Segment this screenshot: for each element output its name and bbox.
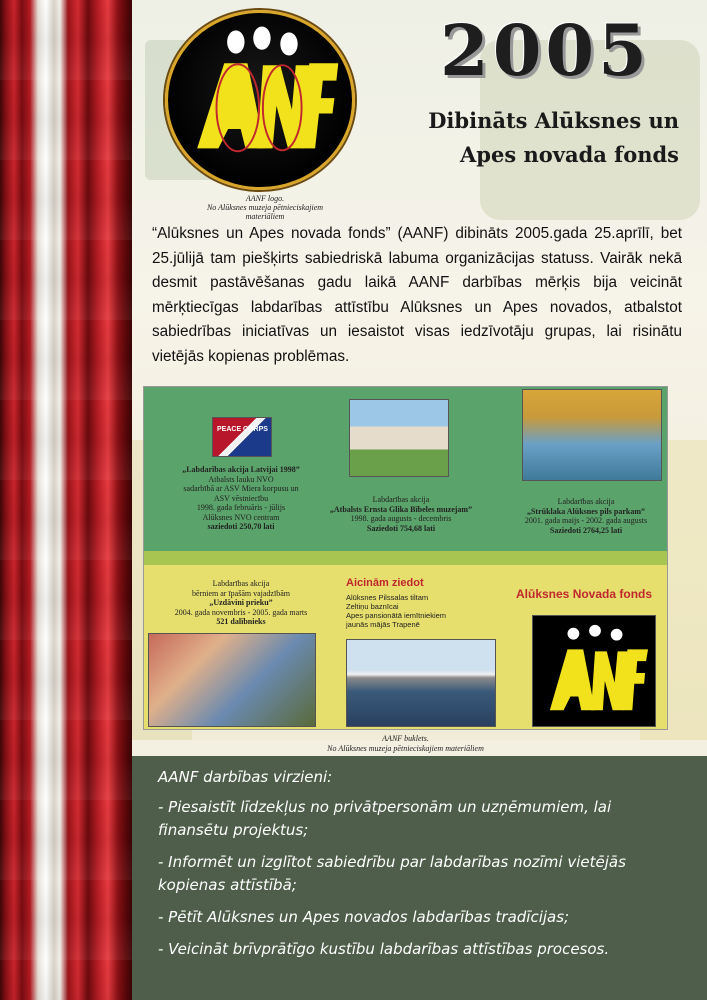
panel5-title: Aicinām ziedot	[346, 577, 424, 589]
panel3-line1: Labdarības akcija	[557, 497, 615, 506]
anf-logo-graphic	[168, 13, 352, 187]
aanf-booklet	[143, 386, 668, 730]
panel1-line2: sadarbībā ar ASV Miera korpusu un	[183, 484, 299, 493]
panel4-amount: 521 dalībnieks	[216, 617, 266, 626]
panel1-line1: Atbalsts lauku NVO	[208, 474, 274, 484]
anf-logo	[165, 10, 355, 190]
logo-caption-line2: No Alūksnes muzeja pētnieciskajiem materiāliem	[206, 203, 324, 221]
intro-paragraph: “Alūksnes un Apes novada fonds” (AANF) dibināts 2005.gada 25.aprīlī, bet 25.jūlijā tam piešķirts sabiedriskā labuma organizācijas statuss. Vairāk nekā desmit pastāvēšanas gadu laikā AANF darbības mērķis bija veicināt mērķtiecīgas labdarības attīstību Alūksnes un Apes novados, atbalstot sabiedrības iniciatīvas un iesaistot visas iedzīvotāju grupas, lai risinātu vietējās kopienas problēmas.	[152, 225, 682, 365]
panel1-line5: Alūksnes NVO centram	[202, 512, 280, 522]
panel2-line3: 1998. gada augusts - decembris	[350, 514, 452, 523]
panel6-title: Alūksnes Novada fonds	[516, 587, 653, 601]
booklet-caption-line2: No Alūksnes muzeja pētnieciskajiem materiāliem	[327, 744, 484, 753]
directions-heading: AANF darbības virzieni:	[158, 768, 333, 786]
logo-caption-line1: AANF logo.	[245, 194, 285, 203]
booklet-panel-2	[326, 495, 476, 533]
direction-item-3: - Pētīt Alūksnes un Apes novados labdarības tradīcijas;	[158, 908, 570, 926]
panel4-line2: bērniem ar īpašām vajadzībām	[192, 588, 290, 598]
direction-item-2: - Informēt un izglītot sabiedrību par labdarības nozīmi vietējās kopienas attīstībā;	[158, 853, 626, 894]
booklet-panel-4	[166, 579, 316, 627]
panel5-item-3: Apes pansionātā iemītniekiem jaunās mājās Trapenē	[346, 611, 447, 629]
panel3-line3: 2001. gada maijs - 2002. gada augusts	[524, 516, 648, 525]
bridge-image	[346, 639, 496, 727]
panel1-amount: saziedoti 250,70 lati	[207, 522, 275, 531]
booklet-caption-line1: AANF buklets.	[382, 734, 429, 743]
panel2-line1: Labdarības akcija	[372, 495, 430, 504]
direction-item-1: - Piesaistīt līdzekļus no privātpersonām un uzņēmumiem, lai finansētu projektus;	[158, 798, 612, 839]
panel5-item-2: Zeltiņu baznīcai	[346, 602, 399, 611]
panel1-line3: ASV vēstniecību	[213, 493, 269, 503]
logo-caption	[190, 194, 340, 221]
panel5-item-1: Alūksnes Pilssalas tiltam	[346, 593, 429, 602]
children-group-photo	[148, 633, 316, 727]
panel2-title: „Atbalsts Ernsta Glika Bībeles muzejam”	[329, 504, 473, 514]
booklet-caption	[143, 734, 668, 754]
direction-item-4: - Veicināt brīvprātīgo kustību labdarības attīstības procesos.	[158, 940, 610, 958]
panel4-line4: 2004. gada novembris - 2005. gada marts	[174, 607, 308, 617]
panel6-logo-graphic	[533, 616, 657, 726]
booklet-panel-1	[166, 465, 316, 532]
booklet-panel-5	[346, 577, 496, 629]
fountain-park-image	[522, 389, 662, 481]
directions-section	[132, 756, 707, 1000]
panel6-logo	[532, 615, 656, 727]
page-title-line1: Dibināts Alūksnes un	[428, 108, 679, 133]
page-title	[428, 104, 679, 171]
panel3-amount: Saziedoti 2764,25 lati	[549, 525, 623, 535]
panel3-title: „Strūklaka Alūksnes pils parkam”	[526, 506, 646, 516]
panel1-line4: 1998. gada februāris - jūlijs	[196, 503, 286, 512]
peace-corps-label: PEACE CORPS	[217, 426, 268, 433]
panel4-title: „Uzdāvini prieku”	[209, 598, 273, 607]
page-year: 2005	[440, 9, 651, 92]
panel4-line1: Labdarības akcija	[212, 579, 270, 588]
panel2-amount: Saziedoti 754,68 lati	[366, 523, 436, 533]
booklet-strip	[144, 551, 667, 565]
page-title-line2: Apes novada fonds	[460, 141, 679, 167]
panel1-title: „Labdarības akcija Latvijai 1998”	[182, 465, 300, 474]
booklet-panel-3	[506, 497, 666, 535]
peace-corps-flag-image	[212, 417, 272, 457]
bible-museum-house-image	[349, 399, 449, 477]
curtain-decoration	[0, 0, 132, 1000]
